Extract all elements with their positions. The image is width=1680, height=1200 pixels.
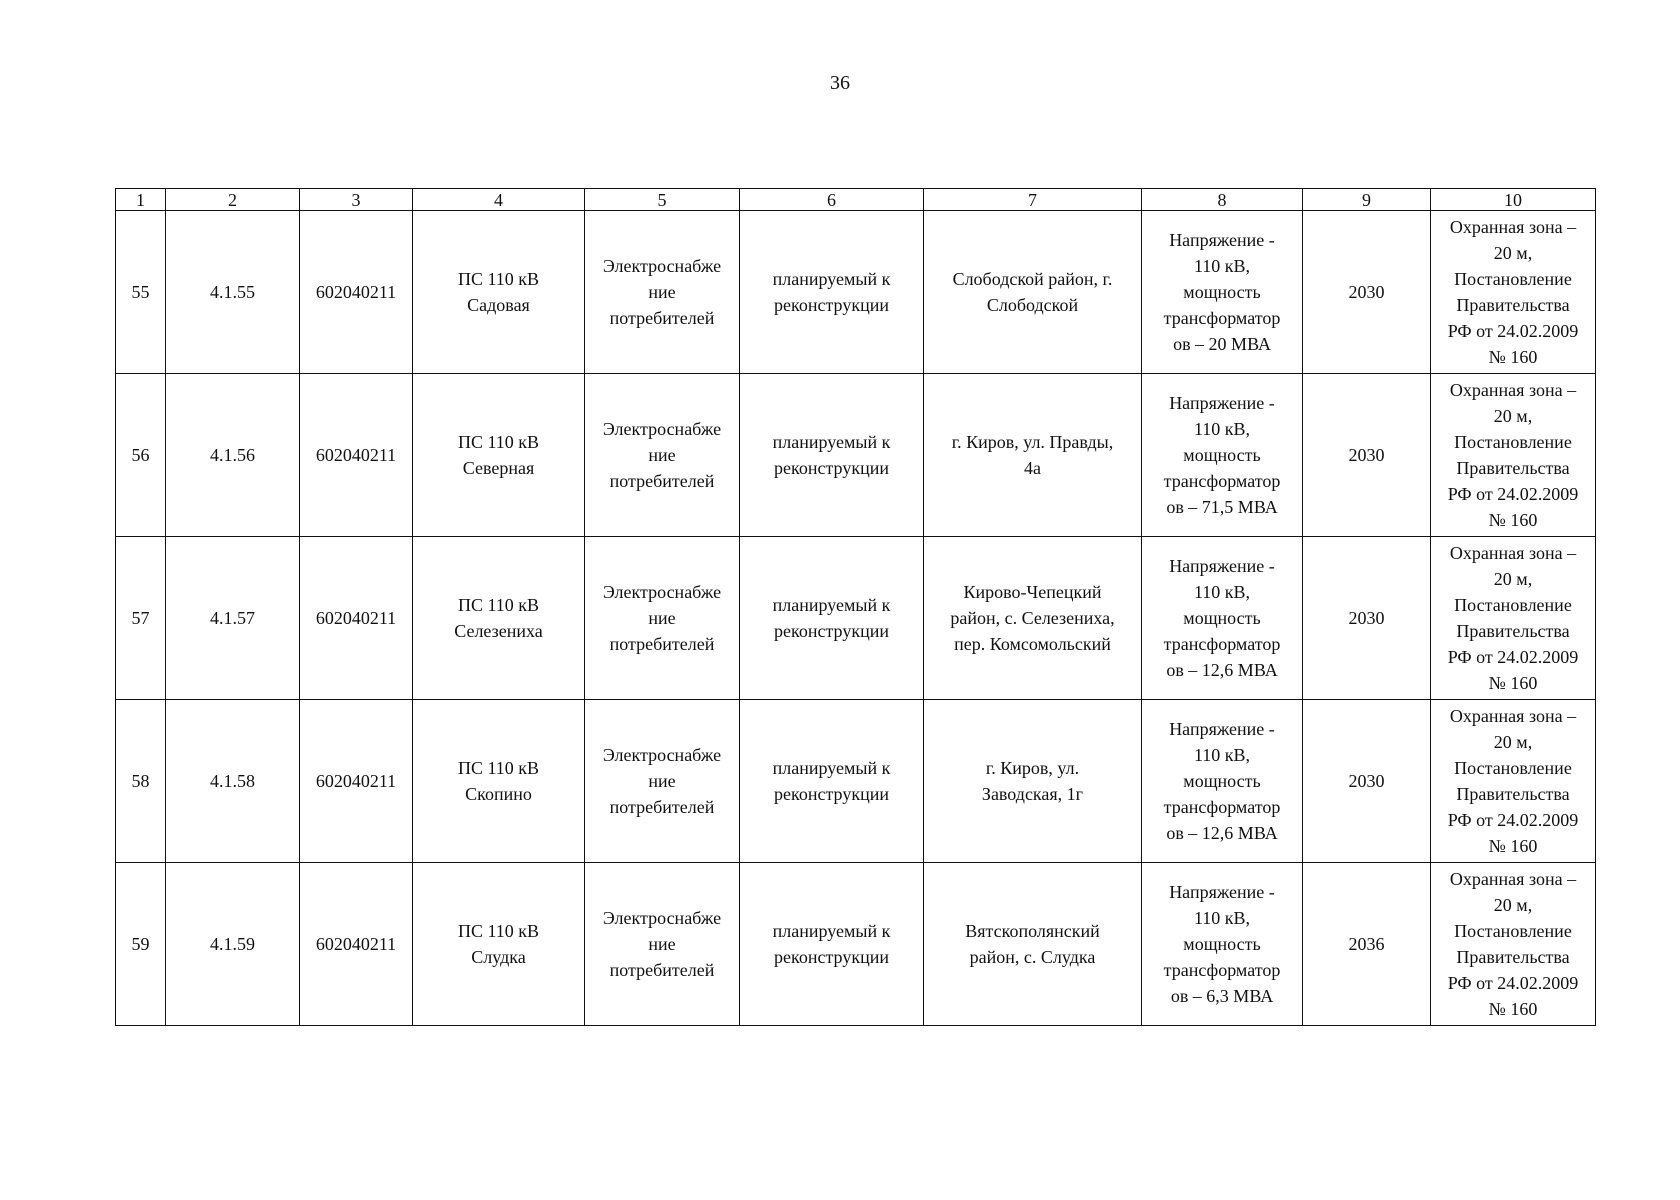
code-cell: 4.1.59 xyxy=(166,863,300,1026)
row-number-cell: 57 xyxy=(116,537,166,700)
purpose-cell: Электроснабже ние потребителей xyxy=(585,374,740,537)
year-cell: 2030 xyxy=(1303,374,1431,537)
object-name-cell: ПС 110 кВ Скопино xyxy=(413,700,585,863)
row-number-cell: 56 xyxy=(116,374,166,537)
object-name-cell: ПС 110 кВ Северная xyxy=(413,374,585,537)
location-cell: г. Киров, ул. Правды, 4а xyxy=(924,374,1142,537)
column-header: 1 xyxy=(116,189,166,211)
location-cell: Вятскополянский район, с. Слудка xyxy=(924,863,1142,1026)
row-number-cell: 58 xyxy=(116,700,166,863)
protection-zone-cell: Охранная зона – 20 м, Постановление Правительства РФ от 24.02.2009 № 160 xyxy=(1431,211,1596,374)
column-header: 8 xyxy=(1142,189,1303,211)
code-cell: 4.1.55 xyxy=(166,211,300,374)
year-cell: 2030 xyxy=(1303,537,1431,700)
table-row xyxy=(116,374,1596,537)
characteristics-cell: Напряжение - 110 кВ, мощность трансформатор ов – 20 МВА xyxy=(1142,211,1303,374)
page-number: 36 xyxy=(830,72,850,94)
column-number-row xyxy=(116,189,1596,211)
table-row xyxy=(116,863,1596,1026)
location-cell: Слободской район, г. Слободской xyxy=(924,211,1142,374)
status-cell: планируемый к реконструкции xyxy=(740,374,924,537)
okato-cell: 602040211 xyxy=(300,374,413,537)
column-header: 3 xyxy=(300,189,413,211)
column-header: 4 xyxy=(413,189,585,211)
purpose-cell: Электроснабже ние потребителей xyxy=(585,863,740,1026)
year-cell: 2030 xyxy=(1303,700,1431,863)
status-cell: планируемый к реконструкции xyxy=(740,863,924,1026)
okato-cell: 602040211 xyxy=(300,537,413,700)
status-cell: планируемый к реконструкции xyxy=(740,211,924,374)
object-name-cell: ПС 110 кВ Селезениха xyxy=(413,537,585,700)
status-cell: планируемый к реконструкции xyxy=(740,537,924,700)
column-header: 2 xyxy=(166,189,300,211)
code-cell: 4.1.57 xyxy=(166,537,300,700)
protection-zone-cell: Охранная зона – 20 м, Постановление Правительства РФ от 24.02.2009 № 160 xyxy=(1431,863,1596,1026)
column-header: 9 xyxy=(1303,189,1431,211)
okato-cell: 602040211 xyxy=(300,211,413,374)
objects-table xyxy=(115,188,1596,1026)
table-row xyxy=(116,700,1596,863)
location-cell: г. Киров, ул. Заводская, 1г xyxy=(924,700,1142,863)
characteristics-cell: Напряжение - 110 кВ, мощность трансформатор ов – 12,6 МВА xyxy=(1142,700,1303,863)
year-cell: 2036 xyxy=(1303,863,1431,1026)
row-number-cell: 55 xyxy=(116,211,166,374)
status-cell: планируемый к реконструкции xyxy=(740,700,924,863)
protection-zone-cell: Охранная зона – 20 м, Постановление Правительства РФ от 24.02.2009 № 160 xyxy=(1431,700,1596,863)
year-cell: 2030 xyxy=(1303,211,1431,374)
protection-zone-cell: Охранная зона – 20 м, Постановление Правительства РФ от 24.02.2009 № 160 xyxy=(1431,537,1596,700)
purpose-cell: Электроснабже ние потребителей xyxy=(585,211,740,374)
location-cell: Кирово-Чепецкий район, с. Селезениха, пер. Комсомольский xyxy=(924,537,1142,700)
column-header: 10 xyxy=(1431,189,1596,211)
column-header: 5 xyxy=(585,189,740,211)
characteristics-cell: Напряжение - 110 кВ, мощность трансформатор ов – 6,3 МВА xyxy=(1142,863,1303,1026)
purpose-cell: Электроснабже ние потребителей xyxy=(585,537,740,700)
characteristics-cell: Напряжение - 110 кВ, мощность трансформатор ов – 71,5 МВА xyxy=(1142,374,1303,537)
column-header: 7 xyxy=(924,189,1142,211)
characteristics-cell: Напряжение - 110 кВ, мощность трансформатор ов – 12,6 МВА xyxy=(1142,537,1303,700)
okato-cell: 602040211 xyxy=(300,700,413,863)
protection-zone-cell: Охранная зона – 20 м, Постановление Правительства РФ от 24.02.2009 № 160 xyxy=(1431,374,1596,537)
table-row xyxy=(116,211,1596,374)
code-cell: 4.1.58 xyxy=(166,700,300,863)
object-name-cell: ПС 110 кВ Садовая xyxy=(413,211,585,374)
purpose-cell: Электроснабже ние потребителей xyxy=(585,700,740,863)
code-cell: 4.1.56 xyxy=(166,374,300,537)
table-row xyxy=(116,537,1596,700)
row-number-cell: 59 xyxy=(116,863,166,1026)
object-name-cell: ПС 110 кВ Слудка xyxy=(413,863,585,1026)
column-header: 6 xyxy=(740,189,924,211)
okato-cell: 602040211 xyxy=(300,863,413,1026)
